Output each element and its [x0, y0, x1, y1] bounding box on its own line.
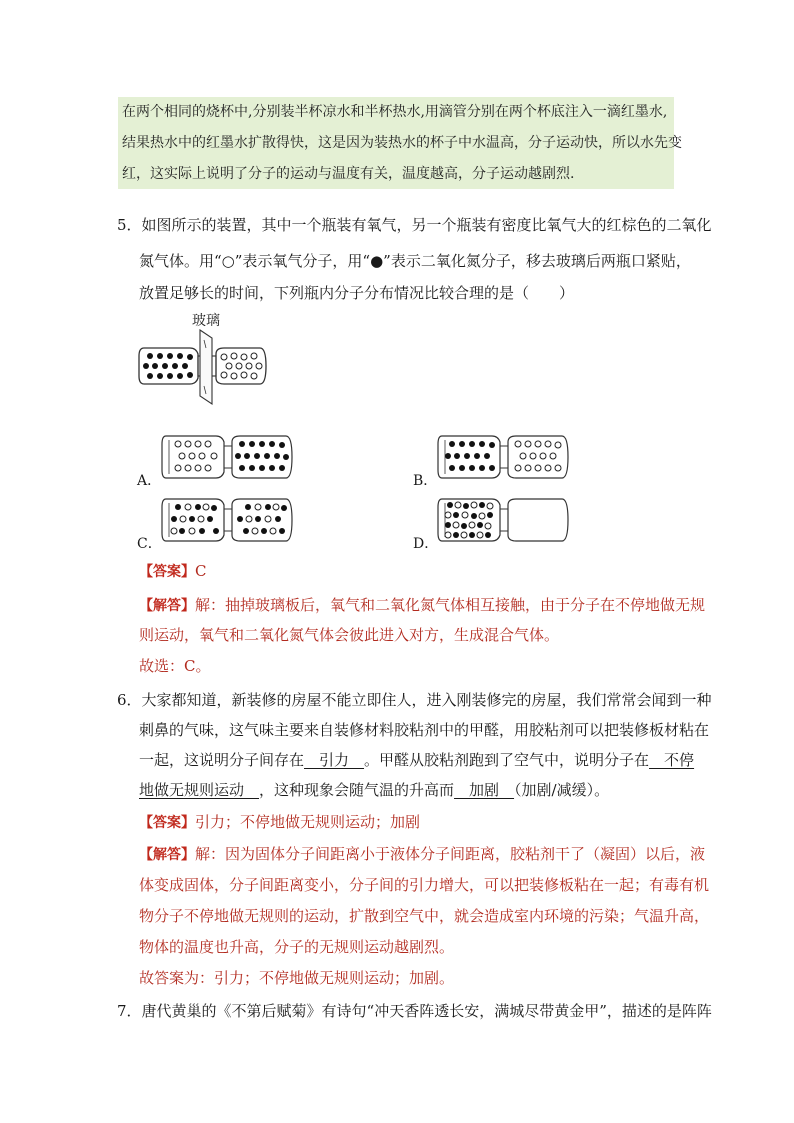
intro-explanation-box — [118, 97, 682, 189]
q6-stem-line — [139, 779, 609, 800]
option-a-label[interactable]: A． — [137, 473, 162, 489]
q5-analysis-line: 则运动，氧气和二氧化氮气体会彼此进入对方，生成混合气体。 — [139, 626, 560, 644]
q6-text: （加剧/减缓）。 — [514, 781, 610, 799]
q6-blank-1: 引力 — [304, 751, 365, 769]
q6-blank-2-cont: 地做无规则运动 — [139, 781, 260, 799]
main-bottle-figure — [136, 326, 270, 408]
glass-label: 玻璃 — [192, 313, 220, 329]
option-c-figure[interactable] — [160, 495, 294, 545]
q5-answer-line — [139, 561, 206, 581]
q6-text: 一起，这说明分子间存在 — [139, 751, 305, 769]
option-a-figure[interactable] — [160, 432, 294, 482]
option-b-label[interactable]: B． — [413, 473, 438, 489]
q6-blank-2: 不停 — [649, 751, 695, 769]
q6-analysis-line: 物体的温度也升高，分子的无规则运动越剧烈。 — [139, 938, 455, 956]
q7-stem-line: 7．唐代黄巢的《不第后赋菊》有诗句“冲天香阵透长安，满城尽带黄金甲”，描述的是阵阵 — [117, 1002, 712, 1020]
q6-answer-line — [139, 811, 420, 832]
q6-text: 。甲醛从胶粘剂跑到了空气中，说明分子在 — [364, 751, 650, 769]
q6-analysis-line — [139, 843, 705, 864]
option-d-label[interactable]: D． — [413, 536, 439, 552]
q5-analysis-text: 解：抽掉玻璃板后，氧气和二氧化氮气体相互接触，由于分子在不停地做无规 — [195, 596, 706, 614]
q6-text: ，这种现象会随气温的升高而 — [259, 781, 455, 799]
analysis-tag: 【解答】 — [139, 598, 195, 614]
q5-stem-line: 氮气体。用“○”表示氧气分子，用“●”表示二氧化氮分子，移去玻璃后两瓶口紧贴， — [139, 252, 691, 270]
q5-answer-value: C — [195, 562, 207, 580]
q6-answer-value: 引力；不停地做无规则运动；加剧 — [195, 813, 421, 831]
answer-tag: 【答案】 — [139, 564, 195, 580]
option-d-figure[interactable] — [436, 495, 570, 545]
q6-stem-line: 刺鼻的气味，这气味主要来自装修材料胶粘剂中的甲醛，用胶粘剂可以把装修板材粘在 — [139, 721, 710, 739]
q5-stem-line: 放置足够长的时间，下列瓶内分子分布情况比较合理的是（ ） — [139, 284, 575, 302]
q6-analysis-text: 解：因为固体分子间距离小于液体分子间距离，胶粘剂干了（凝固）以后，液 — [195, 845, 706, 863]
intro-line: 结果热水中的红墨水扩散得快，这是因为装热水的杯子中水温高，分子运动快，所以水先变 — [122, 135, 682, 151]
q6-stem-line: 6．大家都知道，新装修的房屋不能立即住人，进入刚装修完的房屋，我们常常会闻到一种 — [117, 691, 712, 709]
q6-stem-line — [139, 749, 694, 770]
intro-line: 在两个相同的烧杯中,分别装半杯凉水和半杯热水,用滴管分别在两个杯底注入一滴红墨水, — [122, 104, 668, 120]
q5-analysis-line — [139, 594, 705, 615]
analysis-tag: 【解答】 — [139, 847, 195, 863]
q6-final-line: 故答案为：引力；不停地做无规则运动；加剧。 — [139, 969, 455, 987]
intro-line: 红，这实际上说明了分子的运动与温度有关，温度越高，分子运动越剧烈. — [122, 166, 575, 182]
q5-choice-line: 故选：C。 — [139, 657, 211, 675]
q6-blank-3: 加剧 — [454, 781, 515, 799]
q5-stem-line: 5．如图所示的装置，其中一个瓶装有氧气，另一个瓶装有密度比氧气大的红棕色的二氧化 — [117, 216, 712, 234]
q6-analysis-line: 物分子不停地做无规则的运动，扩散到空气中，就会造成室内环境的污染；气温升高， — [139, 907, 710, 925]
answer-tag: 【答案】 — [139, 815, 195, 831]
q6-analysis-line: 体变成固体，分子间距离变小，分子间的引力增大，可以把装修板粘在一起；有毒有机 — [139, 876, 710, 894]
option-c-label[interactable]: C． — [137, 536, 162, 552]
option-b-figure[interactable] — [436, 432, 570, 482]
